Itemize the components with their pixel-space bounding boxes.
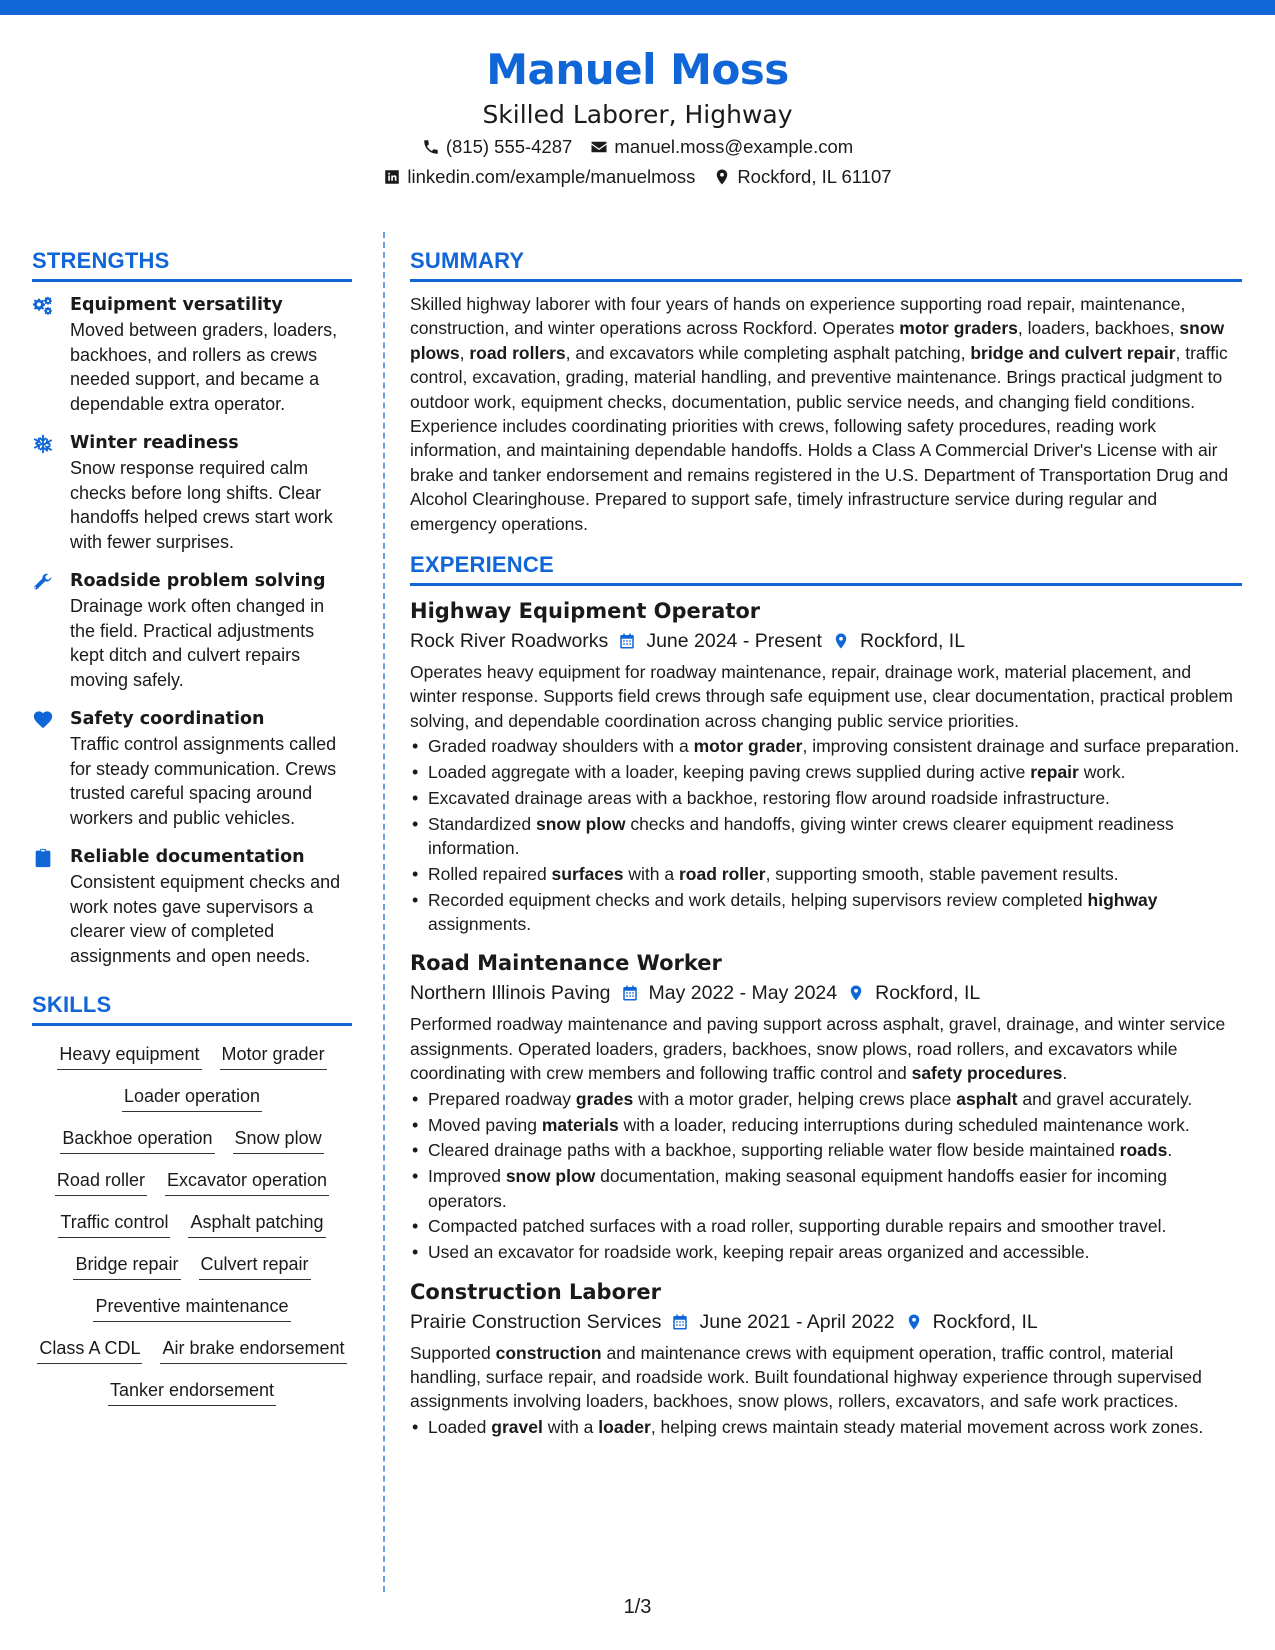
job-meta — [410, 1307, 1242, 1337]
strength-desc: Moved between graders, loaders, backhoes, and rollers as crews needed support, and became a dependable extra operator. — [70, 320, 338, 414]
candidate-title: Skilled Laborer, Highway — [482, 100, 793, 129]
map-pin-icon — [847, 983, 865, 1003]
job-company: Prairie Construction Services — [410, 1310, 662, 1333]
job-description: Operates heavy equipment for roadway maintenance, repair, drainage work, material placement, and winter response. Supports field crews through safe equipment use, clear documentation, practical problem solving, and dependable coordination across changing public service priorities. — [410, 662, 1233, 731]
skill-tag: Air brake endorsement — [160, 1336, 346, 1364]
strength-title: Equipment versatility — [70, 295, 283, 315]
strength-item — [32, 430, 352, 554]
email-item — [590, 132, 853, 162]
contact-row-1 — [0, 132, 1275, 162]
strength-icon-wrap — [32, 706, 56, 830]
strength-icon-wrap — [32, 568, 56, 692]
strength-desc: Consistent equipment checks and work notes gave supervisors a clearer view of completed assignments and open needs. — [70, 872, 341, 966]
skill-tag: Loader operation — [122, 1084, 262, 1112]
job-location: Rockford, IL — [932, 1310, 1038, 1333]
job-bullet: • Graded roadway shoulders with a motor grader, improving consistent drainage and surface preparation. — [410, 734, 1242, 758]
skill-tag: Traffic control — [58, 1210, 170, 1238]
heart-icon — [32, 709, 54, 731]
job-location: Rockford, IL — [875, 982, 981, 1005]
job-company: Rock River Roadworks — [410, 630, 609, 653]
job-meta — [410, 626, 1242, 656]
job-entry — [410, 948, 1242, 1264]
job-bullets — [410, 1087, 1242, 1265]
summary-text: Skilled highway laborer with four years of hands on experience supporting road repair, maintenance, construction, and winter operations across Rockford. Operates motor graders, loaders, backhoes, snow plows, road rollers, and excavators while completing asphalt patching, bridge and culvert repair, traffic control, excavation, grading, material handling, and preventive maintenance. Brings practical judgment to outdoor work, equipment checks, documentation, public service needs, and changing field conditions. Experience includes coordinating priorities with crews, following safety procedures, reading work information, and maintaining dependable handoffs. Holds a Class A Commercial Driver's License with air brake and tanker endorsement and remains registered in the U.S. Department of Transportation Drug and Alcohol Clearinghouse. Prepared to support safe, timely infrastructure service during regular and emergency operations. — [410, 294, 1229, 534]
skill-tag: Class A CDL — [37, 1336, 142, 1364]
strength-body — [70, 430, 352, 554]
map-pin-icon — [832, 631, 850, 651]
job-dates-item — [621, 978, 838, 1008]
skill-tag: Excavator operation — [165, 1168, 329, 1196]
phone-text[interactable]: (815) 555-4287 — [445, 136, 573, 157]
skill-tag: Road roller — [55, 1168, 147, 1196]
skill-tag: Heavy equipment — [57, 1042, 201, 1070]
job-bullet: • Rolled repaired surfaces with a road roller, supporting smooth, stable pavement results. — [410, 862, 1242, 886]
strength-desc: Traffic control assignments called for steady communication. Crews trusted careful spacing around workers and public vehicles. — [70, 734, 337, 828]
skill-tag: Asphalt patching — [188, 1210, 325, 1238]
job-bullets — [410, 1415, 1242, 1439]
jobs-list — [410, 596, 1242, 1439]
linkedin-item — [383, 162, 695, 192]
right-column — [410, 246, 1242, 1451]
map-pin-icon — [905, 1312, 923, 1332]
job-dates-item — [618, 626, 822, 656]
job-title: Highway Equipment Operator — [410, 599, 761, 624]
job-dates: May 2022 - May 2024 — [648, 982, 838, 1005]
job-bullet: • Recorded equipment checks and work details, helping supervisors review completed highway assignments. — [410, 888, 1242, 937]
job-location-item — [905, 1307, 1038, 1337]
strength-item — [32, 706, 352, 830]
job-bullet: • Prepared roadway grades with a motor grader, helping crews place asphalt and gravel accurately. — [410, 1087, 1242, 1111]
job-location-item — [832, 626, 965, 656]
job-dates-item — [671, 1307, 894, 1337]
strength-title: Reliable documentation — [70, 847, 305, 867]
job-bullet: • Loaded gravel with a loader, helping crews maintain steady material movement across work zones. — [410, 1415, 1242, 1439]
snowflake-icon — [32, 433, 54, 455]
strength-item — [32, 292, 352, 416]
location-text: Rockford, IL 61107 — [737, 166, 892, 187]
strength-body — [70, 292, 352, 416]
strength-desc: Snow response required calm checks before long shifts. Clear handoffs helped crews start work with fewer surprises. — [70, 458, 333, 552]
skill-tag: Snow plow — [233, 1126, 324, 1154]
contact-row-2 — [0, 162, 1275, 192]
strength-title: Safety coordination — [70, 709, 265, 729]
strength-title: Winter readiness — [70, 433, 239, 453]
location-item — [713, 162, 891, 192]
job-entry — [410, 1277, 1242, 1440]
skill-tag: Preventive maintenance — [93, 1294, 290, 1322]
skills-list — [32, 1036, 352, 1406]
job-company: Northern Illinois Paving — [410, 982, 611, 1005]
job-dates: June 2021 - April 2022 — [699, 1310, 895, 1333]
job-description: Performed roadway maintenance and paving support across asphalt, gravel, drainage, and winter service assignments. Operated loaders, graders, backhoes, snow plows, road rollers, and excavators while coordinating with crew members and following traffic control and safety procedures. — [410, 1014, 1226, 1084]
strength-desc: Drainage work often changed in the field. Practical adjustments kept ditch and culvert repairs moving safely. — [70, 596, 325, 690]
skill-tag: Culvert repair — [199, 1252, 311, 1280]
strength-icon-wrap — [32, 292, 56, 416]
job-description: Supported construction and maintenance crews with equipment operation, traffic control, material handling, surface repair, and roadside work. Built foundational highway experience through supervised assignments involving loaders, backhoes, snow plows, rollers, excavators, and safe work practices. — [410, 1342, 1202, 1412]
job-bullet: • Loaded aggregate with a loader, keeping paving crews supplied during active repair work. — [410, 760, 1242, 784]
job-meta — [410, 978, 1242, 1008]
strengths-list — [32, 292, 352, 968]
job-entry — [410, 596, 1242, 936]
job-dates: June 2024 - Present — [646, 630, 822, 653]
strength-body — [70, 706, 352, 830]
calendar-icon — [618, 631, 636, 651]
job-bullet: • Improved snow plow documentation, making seasonal equipment handoffs easier for incoming operators. — [410, 1164, 1242, 1213]
envelope-icon — [590, 138, 608, 156]
strength-body — [70, 568, 352, 692]
job-bullet: • Used an excavator for roadside work, keeping repair areas organized and accessible. — [410, 1240, 1242, 1264]
calendar-icon — [621, 983, 639, 1003]
job-bullets — [410, 734, 1242, 936]
job-bullet: • Excavated drainage areas with a backhoe, restoring flow around roadside infrastructure. — [410, 786, 1242, 810]
wrench-icon — [32, 571, 54, 593]
job-title: Road Maintenance Worker — [410, 951, 722, 976]
phone-item — [422, 132, 573, 162]
strength-body — [70, 844, 352, 968]
candidate-name: Manuel Moss — [486, 45, 789, 94]
skill-tag: Motor grader — [220, 1042, 327, 1070]
top-accent-bar — [0, 0, 1275, 15]
clipboard-icon — [32, 847, 54, 869]
gears-icon — [32, 295, 54, 317]
email-text[interactable]: manuel.moss@example.com — [614, 136, 854, 157]
resume-header — [0, 42, 1275, 192]
strengths-heading: STRENGTHS — [32, 246, 352, 282]
job-bullet: • Moved paving materials with a loader, reducing interruptions during scheduled maintenance work. — [410, 1113, 1242, 1137]
linkedin-icon — [383, 168, 401, 186]
calendar-icon — [671, 1312, 689, 1332]
job-bullet: • Standardized snow plow checks and handoffs, giving winter crews clearer equipment readiness information. — [410, 812, 1242, 861]
column-divider — [383, 232, 385, 1592]
phone-icon — [422, 138, 440, 156]
strength-item — [32, 844, 352, 968]
job-bullet: • Compacted patched surfaces with a road roller, supporting durable repairs and smoother travel. — [410, 1214, 1242, 1238]
summary-heading: SUMMARY — [410, 246, 1242, 282]
job-location-item — [847, 978, 980, 1008]
skill-tag: Backhoe operation — [60, 1126, 214, 1154]
strength-title: Roadside problem solving — [70, 571, 326, 591]
job-location: Rockford, IL — [859, 630, 966, 653]
map-pin-icon — [713, 168, 731, 186]
experience-heading: EXPERIENCE — [410, 550, 1242, 586]
job-title: Construction Laborer — [410, 1279, 661, 1304]
linkedin-text[interactable]: linkedin.com/example/manuelmoss — [407, 166, 696, 187]
skill-tag: Tanker endorsement — [108, 1378, 276, 1406]
page-number: 1/3 — [623, 1596, 652, 1618]
skill-tag: Bridge repair — [73, 1252, 180, 1280]
strength-icon-wrap — [32, 430, 56, 554]
left-column — [32, 246, 352, 1406]
strength-item — [32, 568, 352, 692]
strength-icon-wrap — [32, 844, 56, 968]
job-bullet: • Cleared drainage paths with a backhoe, supporting reliable water flow beside maintained roads. — [410, 1138, 1242, 1162]
skills-heading: SKILLS — [32, 990, 352, 1026]
